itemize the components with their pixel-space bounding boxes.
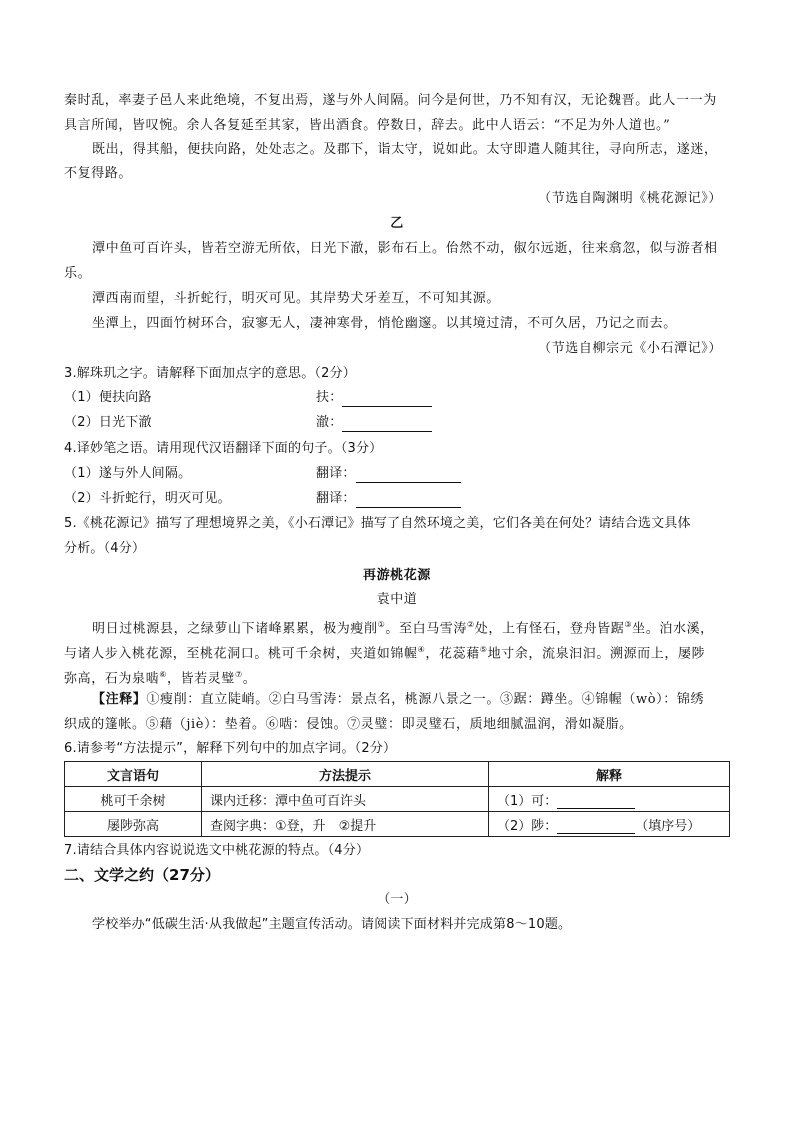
passage-c-line-3-a: 弥高，石为泉啮 [64,671,160,687]
q4-item-2: （2）斗折蛇行，明灭可见。 [64,491,231,506]
q4-answer-1-label: 翻译： [316,466,356,481]
q3-answer-2-blank[interactable] [342,418,432,432]
q5-line-1: 5.《桃花源记》描写了理想境界之美，《小石潭记》描写了自然环境之美，它们各美在何处？请结合选文具体 [64,516,691,531]
passage-c-author: 袁中道 [376,592,418,607]
q4-item-1: （1）遂与外人间隔。 [64,466,192,481]
passage-c-line-1-a: 明日过桃源县，之绿萝山下诸峰累累，极为瘦削 [92,621,378,637]
notes-line-1 [92,691,704,709]
cell-answer [489,812,730,837]
passage-c-line-2 [64,641,705,663]
col-header-answer: 解释 [489,762,730,787]
q4-stem: 4.译妙笔之语。请用现代汉语翻译下面的句子。（3分） [64,441,383,456]
table-row [65,812,730,837]
passage-b-line-4: 坐潭上，四面竹树环合，寂寥无人，凄神寒骨，悄怆幽邃。以其境过清，不可久居，乃记之而去。 [92,316,677,331]
answer-label: （2）陟： [497,818,558,834]
answer-suffix: （填序号） [635,818,701,834]
note-ref-6: ⑥ [159,670,167,679]
q6-table [64,761,730,837]
note-ref-5: ⑤ [479,645,488,654]
q4-answer-1 [316,465,461,483]
section-2-title: 二、文学之约（27分） [64,866,220,884]
passage-c-line-2-a: 与诸人步入桃花源，至桃花洞口。桃可千余树，夹道如锦幄 [64,646,418,662]
section-2-intro: 学校举办“低碳生活·从我做起”主题宣传活动。请阅读下面材料并完成第8～10题。 [92,917,572,932]
cell-answer [489,787,730,812]
cell-hint: 查阅字典：①登，升 ②提升 [202,812,489,837]
table-row [65,787,730,812]
note-ref-1: ① [377,620,386,629]
answer-label: （1）可： [497,793,558,809]
passage-a-line-3: 既出，得其船，便扶向路，处处志之。及郡下，诣太守，说如此。太守即遣人随其往，寻向所志，遂迷， [92,142,718,157]
passage-b-line-2: 乐。 [64,266,92,281]
note-ref-2: ② [467,620,475,629]
passage-c-title: 再游桃花源 [362,568,431,583]
passage-c-line-3-c: 。 [242,671,257,687]
passage-c-line-1-b: 。至白马雪涛 [385,621,467,637]
passage-c-line-3 [64,666,256,688]
passage-a-line-1: 秦时乱，率妻子邑人来此绝境，不复出焉，遂与外人间隔。问今是何世，乃不知有汉，无论魏晋。此人一一为 [64,93,717,108]
q3-answer-2 [316,414,432,432]
passage-b-source: （节选自柳宗元《小石潭记》） [538,341,722,356]
passage-a-source: （节选自陶渊明《桃花源记》） [538,191,722,206]
q3-item-2: （2）日光下澈 [64,415,152,430]
q6-stem: 6.请参考“方法提示”，解释下列句中的加点字词。（2分） [64,741,397,756]
answer-blank[interactable] [557,820,635,834]
q4-answer-2-label: 翻译： [316,491,356,506]
q7-stem: 7.请结合具体内容说说选文中桃花源的特点。（4分） [64,843,370,858]
passage-b-line-1: 潭中鱼可百许头，皆若空游无所依，日光下澈，影布石上。佁然不动，俶尔远逝，往来翕忽，似与游者相 [92,241,718,256]
col-header-sentence: 文言语句 [65,762,202,787]
q3-answer-1-label: 扶： [316,390,343,405]
passage-b-heading: 乙 [390,216,404,231]
passage-c-line-3-b: ，皆若灵璧 [166,671,235,687]
table-header-row [65,762,730,787]
q3-answer-1 [316,389,432,407]
answer-blank[interactable] [557,795,635,809]
q3-item-1: （1）便扶向路 [64,390,152,405]
q5-line-2: 分析。（4分） [64,541,146,556]
note-ref-4: ④ [417,645,426,654]
q3-answer-1-blank[interactable] [342,393,432,407]
cell-hint: 课内迁移：潭中鱼可百许头 [202,787,489,812]
col-header-hint: 方法提示 [202,762,489,787]
q4-answer-2 [316,490,461,508]
q3-answer-2-label: 澈： [316,415,343,430]
q3-stem: 3.解珠玑之字。请解释下面加点字的意思。（2分） [64,366,356,381]
passage-c-line-2-b: ，花蕊藉 [425,646,480,662]
passage-c-line-2-c: 地寸余，流泉汩汩。溯源而上，屡陟 [487,646,706,662]
passage-b-line-3: 潭西南而望，斗折蛇行，明灭可见。其岸势犬牙差互，不可知其源。 [92,291,501,306]
note-ref-7: ⑦ [235,670,243,679]
passage-c-line-1-d: 坐。泊水溪， [632,621,714,637]
section-2-subtitle: （一） [377,892,417,907]
cell-sentence: 屡陟弥高 [65,812,202,837]
notes-label: 【注释】 [92,692,147,707]
notes-text-1: ①瘦削：直立陡峭。②白马雪涛：景点名，桃源八景之一。③踞：蹲坐。④锦幄（wò）：锦绣 [146,692,705,707]
note-ref-3: ③ [624,620,633,629]
notes-line-2: 织成的篷帐。⑤藉（jiè）：垫着。⑥啮：侵蚀。⑦灵璧：即灵璧石，质地细腻温润，滑如凝脂。 [64,717,633,732]
q4-answer-2-blank[interactable] [356,494,461,508]
passage-a-line-2: 具言所闻，皆叹惋。余人各复延至其家，皆出酒食。停数日，辞去。此中人语云：“不足为外人道也。” [64,118,671,133]
q4-answer-1-blank[interactable] [356,469,461,483]
cell-sentence: 桃可千余树 [65,787,202,812]
passage-c-line-1 [92,616,714,638]
passage-a-line-4: 不复得路。 [64,166,133,181]
passage-c-line-1-c: 处，上有怪石，登舟皆踞 [474,621,625,637]
